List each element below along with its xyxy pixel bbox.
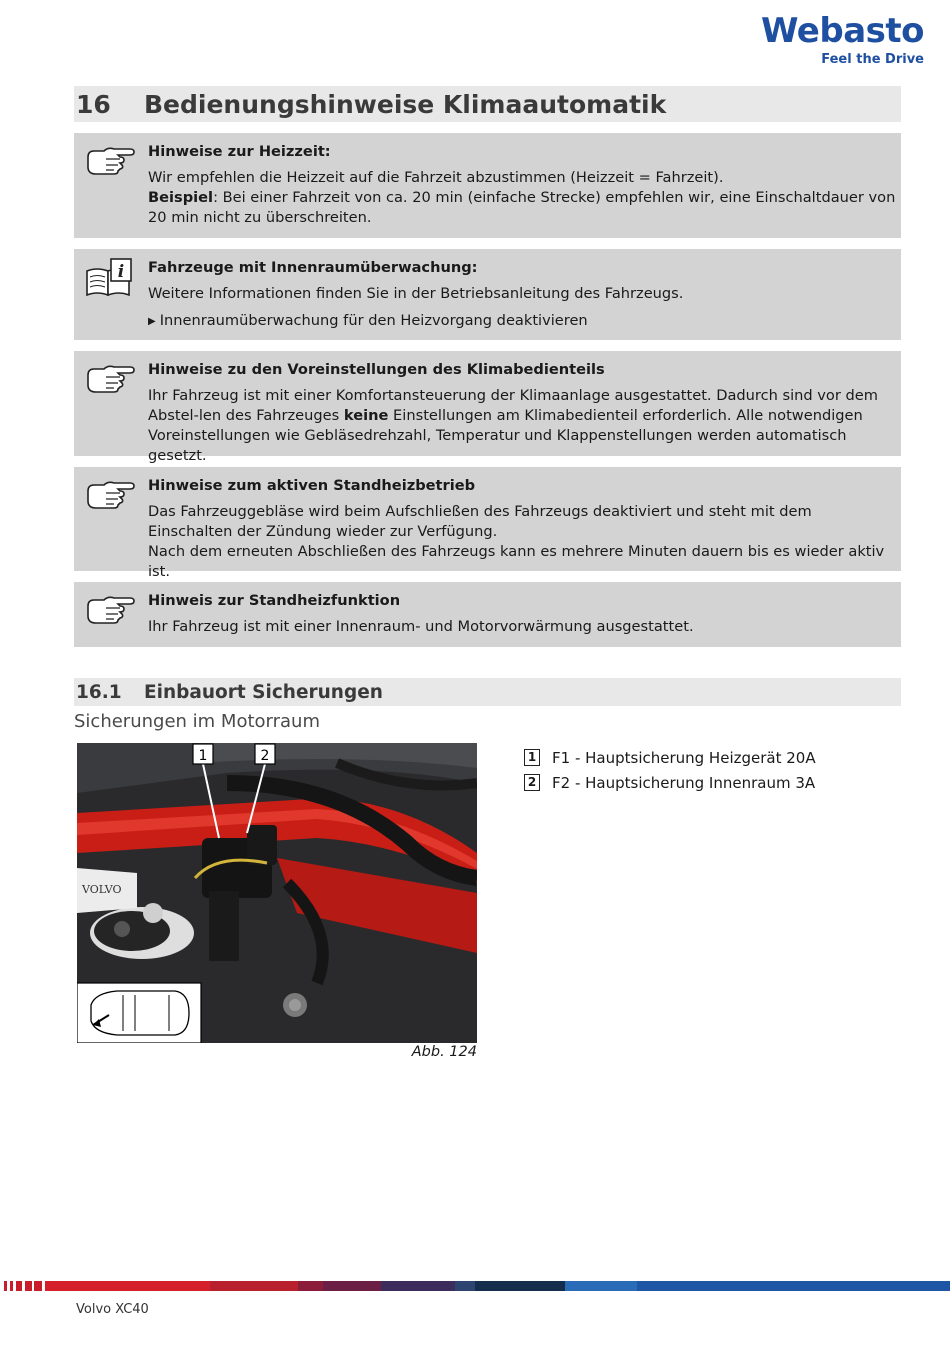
pointing-hand-icon	[84, 141, 136, 181]
example-label: Beispiel	[148, 189, 214, 206]
footer-model: Volvo XC40	[76, 1302, 149, 1317]
callout-1: 1	[198, 748, 208, 764]
info-book-icon	[84, 257, 136, 297]
legend-item	[524, 745, 816, 770]
car-locator-icon	[77, 983, 201, 1043]
legend-item	[524, 770, 816, 795]
subsection-number: 16.1	[76, 681, 122, 703]
section-heading	[74, 86, 901, 122]
note-text	[148, 386, 897, 466]
volvo-badge-text: VOLVO	[82, 883, 122, 896]
note-title: Hinweise zur Heizzeit:	[148, 143, 331, 160]
note-standheizbetrieb	[74, 467, 901, 580]
svg-text:i: i	[117, 262, 125, 282]
note-text: Wir empfehlen die Heizzeit auf die Fahrzeit abzustimmen (Heizzeit = Fahrzeit).	[148, 169, 724, 186]
engine-bay-photo	[77, 743, 477, 1043]
legend-text: F1 - Hauptsicherung Heizgerät 20A	[552, 748, 816, 767]
note-text: Nach dem erneuten Abschließen des Fahrzeugs kann es mehrere Minuten dauern bis es wieder aktiv ist.	[148, 543, 885, 580]
pointing-hand-icon	[84, 590, 136, 630]
webasto-logo	[761, 12, 924, 67]
legend-key: 2	[524, 774, 540, 791]
pointing-hand-icon	[84, 359, 136, 399]
note-text: Das Fahrzeuggebläse wird beim Aufschließen des Fahrzeugs deaktiviert und steht mit dem Einschalten der Zündung wieder zur Verfügung.	[148, 503, 812, 540]
note-text: Weitere Informationen finden Sie in der Betriebsanleitung des Fahrzeugs.	[148, 285, 684, 302]
note-title: Hinweis zur Standheizfunktion	[148, 592, 401, 609]
note-text: Ihr Fahrzeug ist mit einer Innenraum- und Motorvorwärmung ausgestattet.	[148, 618, 694, 635]
note-text-part2: Einstellungen am Klimabedienteil erforderlich. Alle notwendigen Voreinstellungen wie Gebläsedrehzahl, Temperatur und Klappenstellungen werden automatisch gesetzt.	[148, 407, 863, 464]
note-text-part1: Ihr Fahrzeug ist mit einer Komfortansteuerung der Klimaanlage ausgestattet. Dadurch sind vor dem Abstel-len des Fahrzeuges	[148, 387, 878, 424]
callout-2: 2	[260, 748, 270, 764]
brand-name: Webasto	[761, 11, 924, 51]
subsection-heading	[74, 678, 901, 706]
note-heizzeit	[74, 133, 901, 238]
note-text-bold: keine	[343, 407, 389, 424]
note-standheizfunktion	[74, 582, 901, 647]
footer-color-bar	[0, 1281, 950, 1291]
subsection-subtitle: Sicherungen im Motorraum	[74, 711, 320, 732]
figure-caption: Abb. 124	[411, 1044, 477, 1060]
legend-text: F2 - Hauptsicherung Innenraum 3A	[552, 773, 816, 792]
section-number: 16	[76, 89, 111, 119]
note-title: Fahrzeuge mit Innenraumüberwachung:	[148, 259, 478, 276]
subsection-title: Einbauort Sicherungen	[144, 681, 383, 703]
note-text-example	[148, 188, 897, 228]
section-title: Bedienungshinweise Klimaautomatik	[144, 89, 667, 119]
note-innenraumueberwachung	[74, 249, 901, 340]
example-text: : Bei einer Fahrzeit von ca. 20 min (einfache Strecke) empfehlen wir, eine Einschaltdauer von 20 min nicht zu überschreiten.	[148, 189, 896, 226]
note-bullet: ▶ Innenraumüberwachung für den Heizvorgang deaktivieren	[148, 311, 897, 333]
note-voreinstellungen	[74, 351, 901, 464]
note-title: Hinweise zu den Voreinstellungen des Klimabedienteils	[148, 361, 605, 378]
pointing-hand-icon	[84, 475, 136, 515]
legend-key: 1	[524, 749, 540, 766]
fuse-legend	[524, 745, 816, 795]
brand-tagline: Feel the Drive	[821, 52, 924, 67]
note-title: Hinweise zum aktiven Standheizbetrieb	[148, 477, 476, 494]
